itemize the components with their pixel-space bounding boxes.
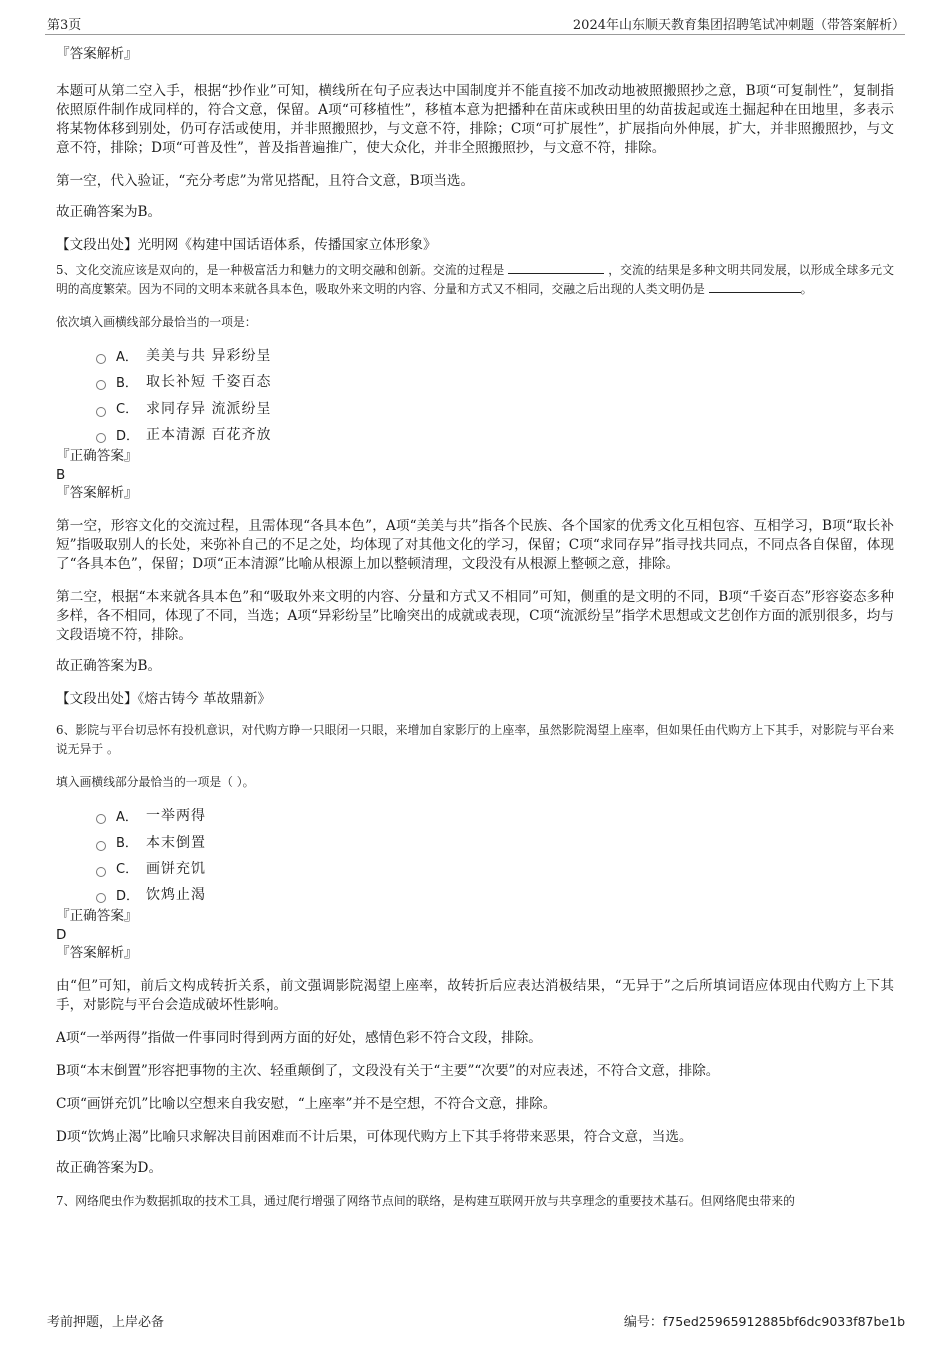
question-6-prompt: 填入画横线部分最恰当的一项是（ ）。	[56, 775, 255, 790]
radio-icon[interactable]	[96, 433, 106, 443]
analysis-paragraph: 第一空，形容文化的交流过程，且需体现“各具本色”，A项“美美与共”指各个民族、各个国家的优秀文化互相包容、互相学习，B项“取长补短”指吸取别人的长处，来弥补自己的不足之处，均体现了对其他文化的学习，保留；C项“求同存异”指寻找共同点，不同点各自保留，体现了“各具本色”，保留；D项“正本清源”比喻从根源上加以整顿清理，文段没有从根源上整顿之意，排除。	[56, 518, 894, 573]
option-b[interactable]: B． 取长补短 千姿百态	[96, 368, 894, 394]
question-5-text: 5、文化交流应该是双向的，是一种极富活力和魅力的文明交融和创新。交流的过程是 ，交流的结果是多种文明共同发展，以形成全球多元文明的高度繁荣。因为不同的文明本来就各具本色，吸取外来文明的内容、分量和方式又不相同，交融之后出现的人类文明仍是 。	[56, 263, 895, 296]
option-c[interactable]: C． 求同存异 流派纷呈	[96, 395, 894, 421]
correct-answer: D	[56, 927, 67, 944]
radio-icon[interactable]	[96, 814, 106, 824]
fill-blank	[508, 261, 604, 274]
correct-answer-label: 『正确答案』	[56, 908, 138, 925]
answer-conclusion: 故正确答案为B。	[56, 658, 162, 675]
answer-conclusion: 故正确答案为B。	[56, 204, 162, 220]
option-d[interactable]: D． 饮鸩止渴	[96, 881, 894, 907]
analysis-paragraph: C项“画饼充饥”比喻以空想来自我安慰，“上座率”并不是空想，不符合文意，排除。	[56, 1096, 557, 1113]
analysis-paragraph: 由“但”可知，前后文构成转折关系，前文强调影院渴望上座率，故转折后应表达消极结果，“无异于”之后所填词语应体现由代购方上下其手，对影院与平台会造成破坏性影响。	[56, 978, 894, 1014]
page-header	[45, 12, 905, 35]
analysis-paragraph: 第一空，代入验证，“充分考虑”为常见搭配，且符合文意，B项当选。	[56, 173, 475, 189]
analysis-label: 『答案解析』	[56, 945, 138, 962]
source-citation: 【文段出处】光明网《构建中国话语体系，传播国家立体形象》	[56, 237, 437, 253]
analysis-paragraph: D项“饮鸩止渴”比喻只求解决目前困难而不计后果，可体现代购方上下其手将带来恶果，符合文意，当选。	[56, 1129, 693, 1146]
analysis-paragraph: B项“本末倒置”形容把事物的主次、轻重颠倒了，文段没有关于“主要”“次要”的对应表述，不符合文意，排除。	[56, 1063, 720, 1080]
analysis-paragraph: A项“一举两得”指做一件事同时得到两方面的好处，感情色彩不符合文段，排除。	[56, 1030, 542, 1047]
analysis-label: 『答案解析』	[56, 485, 138, 502]
analysis-label: 『答案解析』	[56, 46, 138, 62]
document-title: 2024年山东顺天教育集团招聘笔试冲刺题（带答案解析）	[572, 18, 905, 33]
document-id: 编号：f75ed25965912885bf6dc9033f87be1b	[623, 1314, 905, 1330]
question-5-prompt: 依次填入画横线部分最恰当的一项是：	[56, 315, 257, 329]
radio-icon[interactable]	[96, 893, 106, 903]
question-5-options	[96, 342, 894, 447]
radio-icon[interactable]	[96, 407, 106, 417]
analysis-paragraph: 第二空，根据“本来就各具本色”和“吸取外来文明的内容、分量和方式又不相同”可知，侧重的是文明的不同，B项“千姿百态”形容姿态多种多样，各不相同，体现了不同，当选；A项“异彩纷呈”比喻突出的成就或表现，C项“流派纷呈”指学术思想或文艺创作方面的派别很多，均与文段语境不符，排除。	[56, 589, 894, 644]
option-d[interactable]: D． 正本清源 百花齐放	[96, 421, 894, 447]
correct-answer-label: 『正确答案』	[56, 448, 138, 465]
question-7-text: 7、网络爬虫作为数据抓取的技术工具，通过爬行增强了网络节点间的联络，是构建互联网开放与共享理念的重要技术基石。但网络爬虫带来的	[56, 1194, 795, 1209]
option-b[interactable]: B． 本末倒置	[96, 828, 894, 854]
correct-answer: B	[56, 467, 66, 484]
radio-icon[interactable]	[96, 867, 106, 877]
question-6-options	[96, 802, 894, 907]
option-a[interactable]: A． 一举两得	[96, 802, 894, 828]
question-6-text: 6、影院与平台切忌怀有投机意识，对代购方睁一只眼闭一只眼，来增加自家影厅的上座率，虽然影院渴望上座率，但如果任由代购方上下其手，对影院与平台来说无异于 。	[56, 723, 894, 757]
option-a[interactable]: A． 美美与共 异彩纷呈	[96, 342, 894, 368]
radio-icon[interactable]	[96, 380, 106, 390]
document-body	[56, 45, 894, 1211]
radio-icon[interactable]	[96, 841, 106, 851]
answer-conclusion: 故正确答案为D。	[56, 1160, 163, 1177]
page-number: 第3页	[47, 18, 82, 33]
fill-blank	[709, 280, 801, 293]
radio-icon[interactable]	[96, 354, 106, 364]
footer-slogan: 考前押题，上岸必备	[47, 1315, 165, 1330]
analysis-paragraph: 本题可从第二空入手，根据“抄作业”可知，横线所在句子应表达中国制度并不能直接不加改动地被照搬照抄之意，B项“可复制性”，复制指依照原件制作成同样的，符合文意，保留。A项“可移植性”，移植本意为把播种在苗床或秧田里的幼苗拔起或连土掘起种在田地里，多表示将某物体移到别处，仍可存活或使用，并非照搬照抄，与文意不符，排除；C项“可扩展性”，扩展指向外伸展，扩大，并非照搬照抄，与文意不符，排除；D项“可普及性”，普及指普遍推广，使大众化，并非全照搬照抄，与文意不符，排除。	[56, 83, 894, 156]
source-citation: 【文段出处】《熔古铸今 革故鼎新》	[56, 691, 272, 708]
option-c[interactable]: C． 画饼充饥	[96, 855, 894, 881]
